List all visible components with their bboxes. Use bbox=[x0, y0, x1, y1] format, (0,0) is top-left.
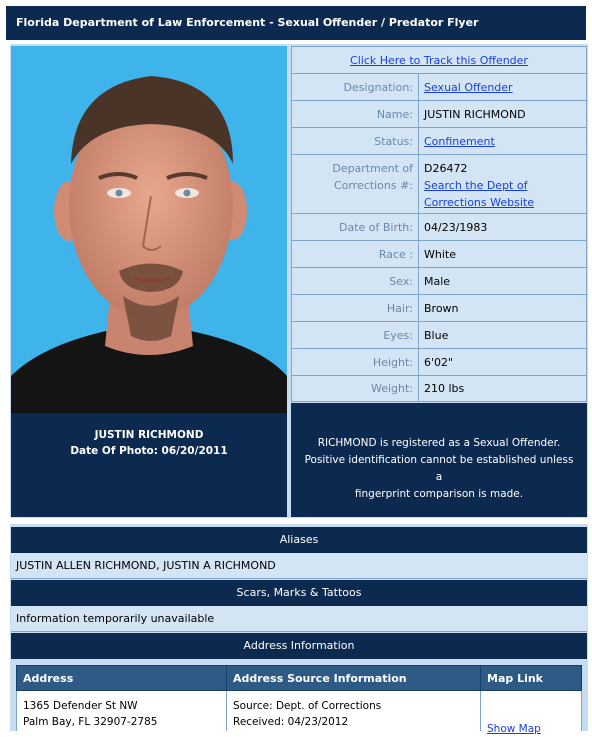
identification-notice bbox=[291, 403, 587, 517]
address-info-header: Address Information bbox=[11, 633, 587, 659]
race-value: White bbox=[418, 240, 587, 267]
sex-label: Sex: bbox=[291, 267, 418, 294]
corrections-number: D26472 bbox=[424, 162, 468, 175]
aliases-header: Aliases bbox=[11, 527, 587, 553]
height-value: 6'02" bbox=[418, 348, 587, 375]
status-link[interactable]: Confinement bbox=[424, 134, 495, 148]
map-link-cell bbox=[480, 691, 582, 735]
notice-line3: fingerprint comparison is made. bbox=[354, 488, 524, 500]
photo-caption-name: JUSTIN RICHMOND bbox=[94, 429, 204, 441]
notice-line2: Positive identification cannot be established unless a bbox=[304, 454, 574, 483]
corrections-label-line1: Department of bbox=[332, 162, 413, 175]
hair-label: Hair: bbox=[291, 294, 418, 321]
race-label: Race : bbox=[291, 240, 418, 267]
hair-row bbox=[291, 294, 587, 321]
track-offender-cell bbox=[291, 46, 587, 73]
height-row bbox=[291, 348, 587, 375]
source-line1: Source: Dept. of Corrections bbox=[233, 700, 382, 712]
address-line2: Palm Bay, FL 32907-2785 bbox=[23, 716, 158, 728]
name-label: Name: bbox=[291, 100, 418, 127]
name-value: JUSTIN RICHMOND bbox=[418, 100, 587, 127]
weight-label: Weight: bbox=[291, 375, 418, 402]
photo-caption-date: Date Of Photo: 06/20/2011 bbox=[70, 445, 228, 457]
name-row bbox=[291, 100, 587, 127]
page-title: Florida Department of Law Enforcement - Sexual Offender / Predator Flyer bbox=[6, 6, 586, 40]
offender-portrait-image bbox=[11, 46, 287, 413]
source-line2: Received: 04/23/2012 bbox=[233, 716, 349, 728]
hair-value: Brown bbox=[418, 294, 587, 321]
corrections-row bbox=[291, 154, 587, 213]
show-map-link[interactable]: Show Map bbox=[487, 723, 541, 735]
status-row bbox=[291, 127, 587, 154]
address-cell bbox=[16, 691, 227, 731]
photo-caption bbox=[11, 413, 287, 517]
offender-photo bbox=[11, 46, 287, 413]
height-label: Height: bbox=[291, 348, 418, 375]
weight-row bbox=[291, 375, 587, 402]
eyes-value: Blue bbox=[418, 321, 587, 348]
status-label: Status: bbox=[291, 127, 418, 154]
sex-value: Male bbox=[418, 267, 587, 294]
race-row bbox=[291, 240, 587, 267]
search-corrections-link[interactable] bbox=[424, 177, 581, 211]
aliases-value: JUSTIN ALLEN RICHMOND, JUSTIN A RICHMOND bbox=[11, 553, 587, 579]
address-source-column-header: Address Source Information bbox=[226, 665, 481, 691]
offender-details-table bbox=[291, 46, 587, 402]
search-corrections-link-line2: Corrections Website bbox=[424, 196, 534, 209]
designation-label: Designation: bbox=[291, 73, 418, 100]
eyes-label: Eyes: bbox=[291, 321, 418, 348]
corrections-label bbox=[291, 154, 418, 213]
scars-header: Scars, Marks & Tattoos bbox=[11, 580, 587, 606]
search-corrections-link-line1: Search the Dept of bbox=[424, 179, 528, 192]
dob-row bbox=[291, 213, 587, 240]
address-line1: 1365 Defender St NW bbox=[23, 700, 138, 712]
dob-label: Date of Birth: bbox=[291, 213, 418, 240]
address-column-header: Address bbox=[16, 665, 227, 691]
designation-link[interactable]: Sexual Offender bbox=[424, 80, 513, 94]
corrections-label-line2: Corrections #: bbox=[333, 179, 413, 192]
eyes-row bbox=[291, 321, 587, 348]
track-offender-link[interactable]: Click Here to Track this Offender bbox=[350, 53, 528, 67]
address-source-cell bbox=[226, 691, 481, 731]
weight-value: 210 lbs bbox=[418, 375, 587, 402]
sex-row bbox=[291, 267, 587, 294]
designation-row bbox=[291, 73, 587, 100]
scars-value: Information temporarily unavailable bbox=[11, 606, 587, 632]
dob-value: 04/23/1983 bbox=[418, 213, 587, 240]
notice-line1: RICHMOND is registered as a Sexual Offender. bbox=[317, 437, 561, 449]
map-link-column-header: Map Link bbox=[480, 665, 582, 691]
